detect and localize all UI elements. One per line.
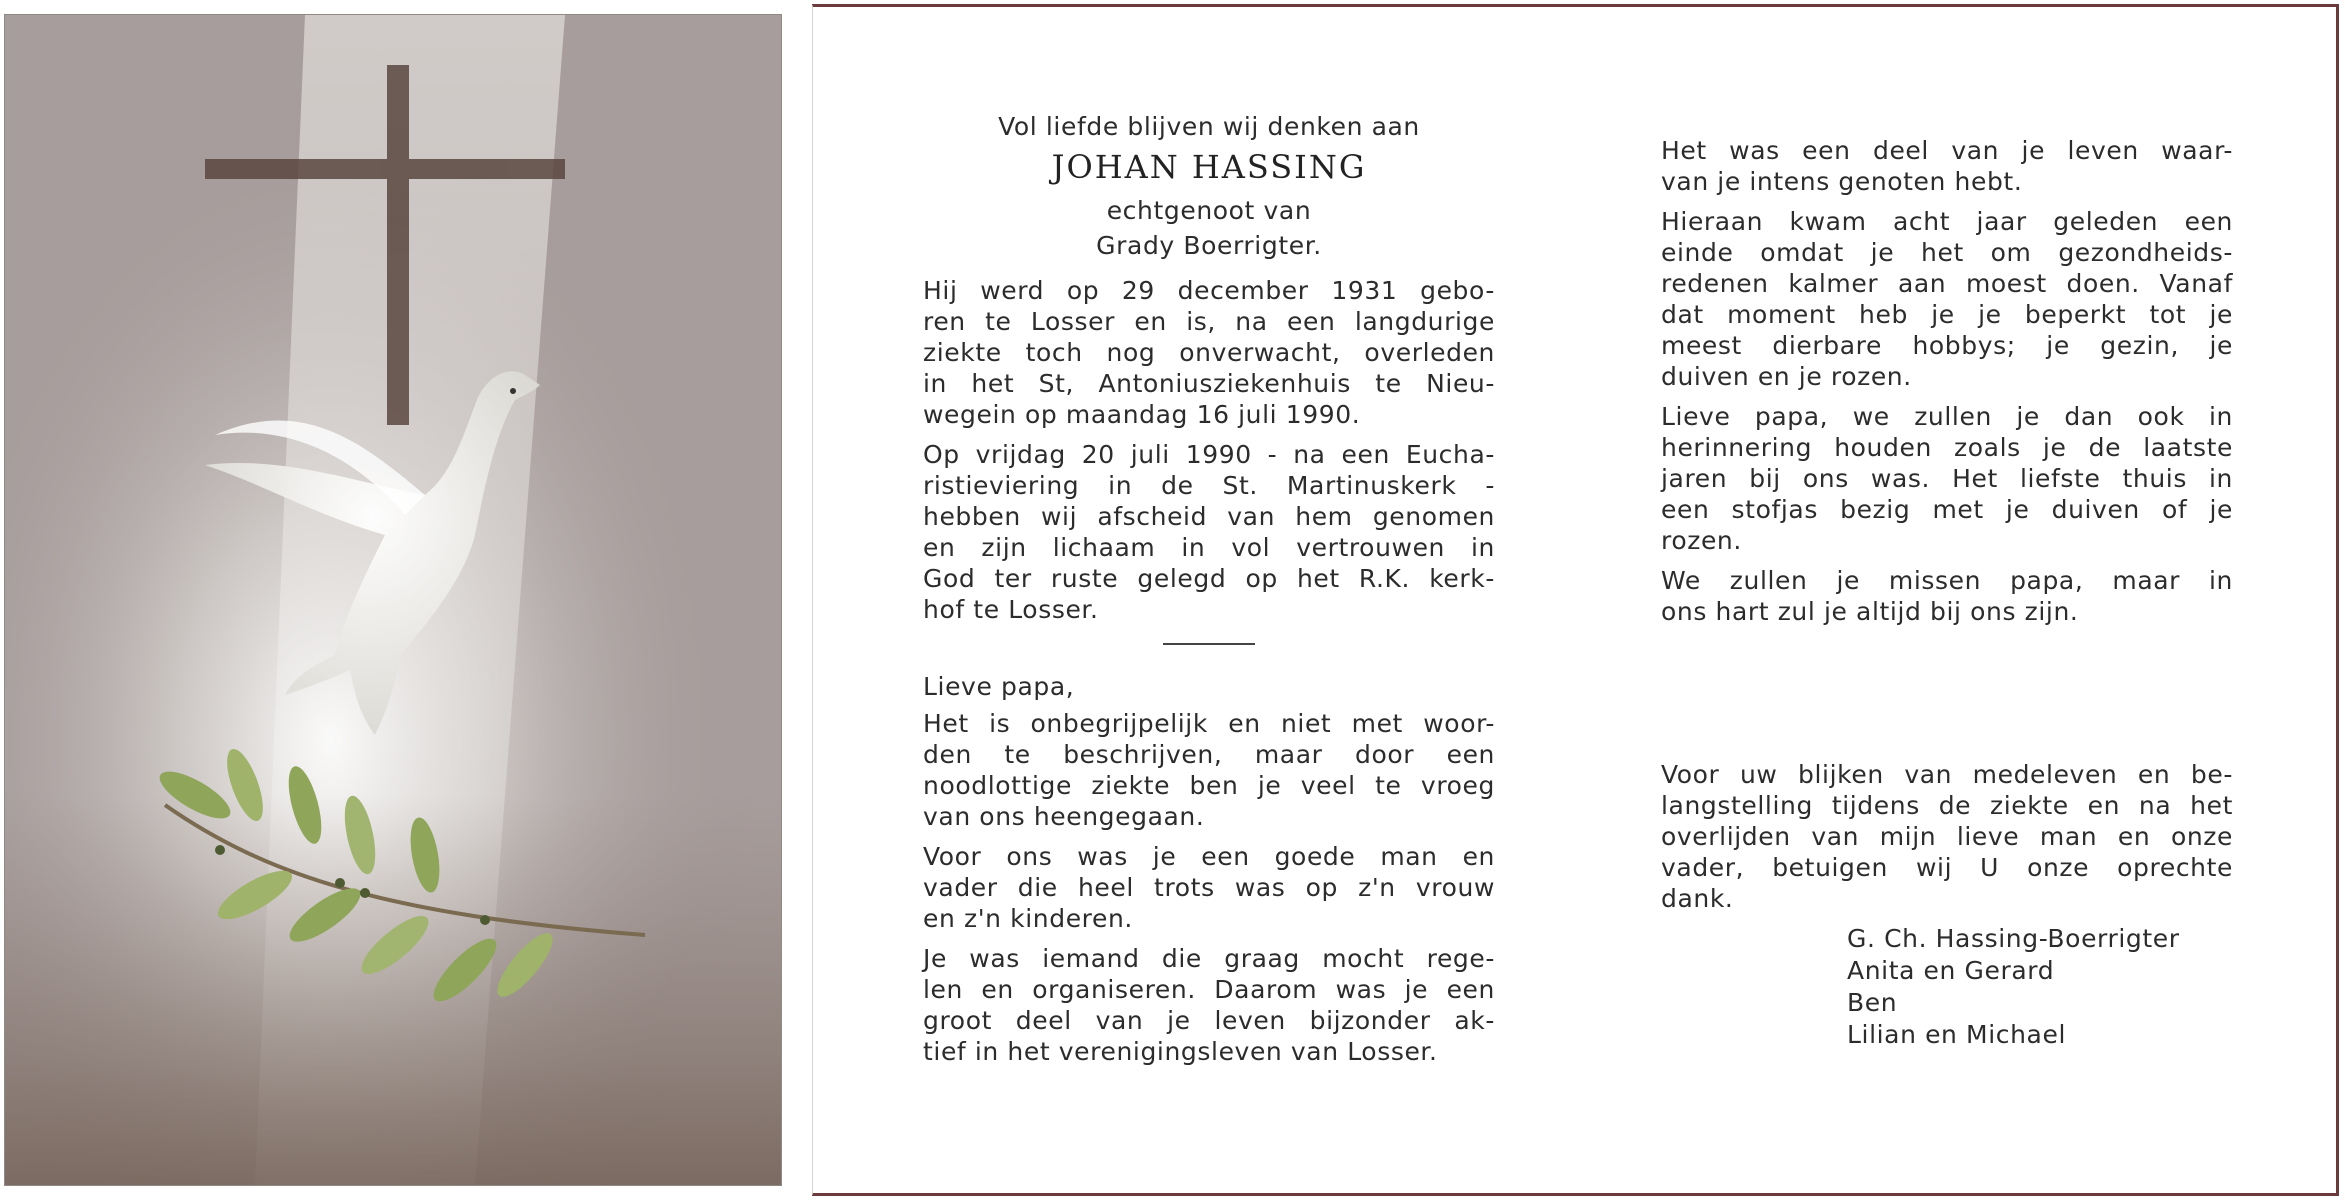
birth-paragraph — [923, 275, 1495, 430]
text-line: tief in het verenigingsleven van Losser. — [923, 1037, 1438, 1066]
text-line: rozen. — [1661, 526, 1742, 555]
text-line: God ter ruste gelegd op het R.K. kerk- — [923, 564, 1495, 593]
picture-canvas — [5, 15, 781, 1185]
memorial-text-card — [812, 4, 2339, 1196]
text-line: den te beschrijven, maar door een — [923, 740, 1495, 769]
letter-paragraph-1 — [923, 708, 1495, 832]
text-line: groot deel van je leven bijzonder ak- — [923, 1006, 1495, 1035]
text-line: len en organiseren. Daarom was je een — [923, 975, 1495, 1004]
signatory: Ben — [1847, 988, 1898, 1017]
signatory: Anita en Gerard — [1847, 956, 2055, 985]
text-line: dat moment heb je je beperkt tot je — [1661, 300, 2233, 329]
thanks-block — [1661, 759, 2233, 1051]
text-line: en zijn lichaam in vol vertrouwen in — [923, 533, 1495, 562]
text-line: ren te Losser en is, na een langdurige — [923, 307, 1495, 336]
text-line: ons hart zul je altijd bij ons zijn. — [1661, 597, 2079, 626]
letter-paragraph-3 — [923, 943, 1495, 1067]
right-paragraph-3 — [1661, 401, 2233, 556]
thanks-paragraph — [1661, 759, 2233, 914]
text-line: dank. — [1661, 884, 1734, 913]
right-paragraph-1 — [1661, 135, 2233, 197]
text-line: Hieraan kwam acht jaar geleden een — [1661, 207, 2233, 236]
text-line: hof te Losser. — [923, 595, 1099, 624]
salutation: Lieve papa, — [923, 672, 1075, 701]
spouse-name: Grady Boerrigter. — [1096, 231, 1322, 260]
signatory: Lilian en Michael — [1847, 1020, 2067, 1049]
text-line: hebben wij afscheid van hem genomen — [923, 502, 1495, 531]
text-line: een stofjas bezig met je duiven of je — [1661, 495, 2233, 524]
text-line: overlijden van mijn lieve man en onze — [1661, 822, 2233, 851]
text-line: Het was een deel van je leven waar- — [1661, 136, 2233, 165]
text-line: Voor ons was je een goede man en — [923, 842, 1495, 871]
memorial-picture — [4, 14, 782, 1186]
text-line: We zullen je missen papa, maar in — [1661, 566, 2233, 595]
signatories — [1847, 923, 2233, 1051]
text-line: Voor uw blijken van medeleven en be- — [1661, 760, 2233, 789]
text-line: ziekte toch nog onverwacht, overleden — [923, 338, 1495, 367]
signatory: G. Ch. Hassing-Boerrigter — [1847, 924, 2180, 953]
text-line: Je was iemand die graag mocht rege- — [923, 944, 1495, 973]
text-line: Hij werd op 29 december 1931 gebo- — [923, 276, 1495, 305]
intro-line: Vol liefde blijven wij denken aan — [998, 112, 1420, 141]
text-line: in het St, Antoniusziekenhuis te Nieu- — [923, 369, 1495, 398]
text-line: noodlottige ziekte ben je veel te vroeg — [923, 771, 1495, 800]
funeral-paragraph — [923, 439, 1495, 625]
right-paragraph-4 — [1661, 565, 2233, 627]
text-line: van ons heengegaan. — [923, 802, 1205, 831]
text-line: Op vrijdag 20 juli 1990 - na een Eucha- — [923, 440, 1495, 469]
text-line: meest dierbare hobbys; je gezin, je — [1661, 331, 2233, 360]
text-line: Lieve papa, we zullen je dan ook in — [1661, 402, 2233, 431]
text-line: langstelling tijdens de ziekte en na het — [1661, 791, 2233, 820]
text-line: redenen kalmer aan moest doen. Vanaf — [1661, 269, 2233, 298]
text-line: en z'n kinderen. — [923, 904, 1133, 933]
text-line: herinnering houden zoals je de laatste — [1661, 433, 2233, 462]
text-line: van je intens genoten hebt. — [1661, 167, 2023, 196]
left-text-column — [923, 111, 1495, 1076]
divider — [1163, 643, 1255, 645]
relation-line: echtgenoot van — [1106, 196, 1312, 225]
text-line: duiven en je rozen. — [1661, 362, 1912, 391]
letter-paragraph-2 — [923, 841, 1495, 934]
text-line: jaren bij ons was. Het liefste thuis in — [1661, 464, 2233, 493]
text-line: Het is onbegrijpelijk en niet met woor- — [923, 709, 1495, 738]
text-line: vader die heel trots was op z'n vrouw — [923, 873, 1495, 902]
right-paragraph-2 — [1661, 206, 2233, 392]
deceased-name: JOHAN HASSING — [1051, 148, 1367, 186]
right-text-column — [1661, 135, 2233, 636]
text-line: ristieviering in de St. Martinuskerk - — [923, 471, 1495, 500]
text-line: einde omdat je het om gezondheids- — [1661, 238, 2233, 267]
text-line: vader, betuigen wij U onze oprechte — [1661, 853, 2233, 882]
text-line: wegein op maandag 16 juli 1990. — [923, 400, 1361, 429]
